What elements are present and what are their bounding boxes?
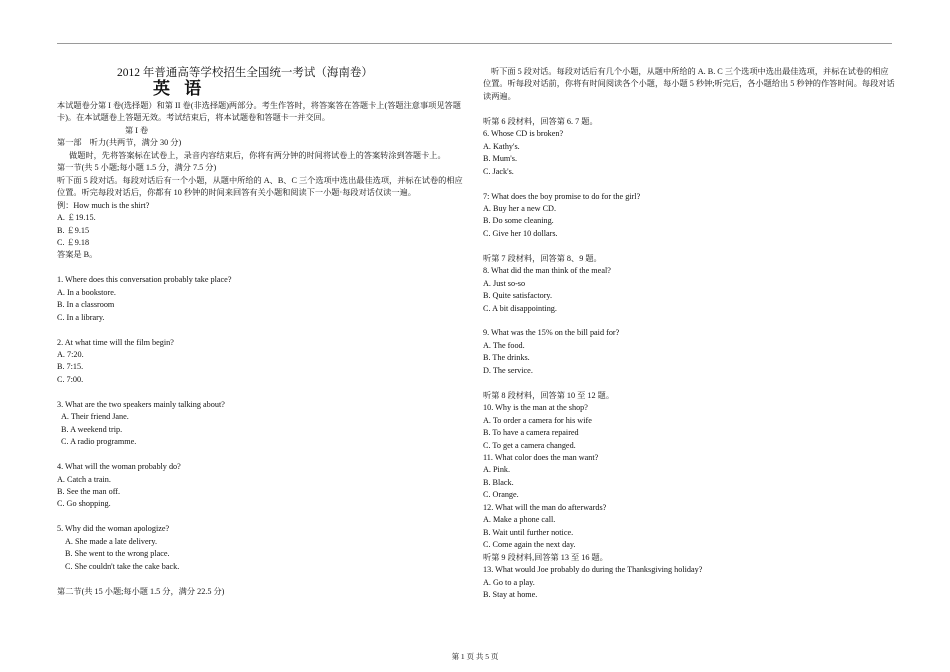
section-2-description: 听下面 5 段对话。每段对话后有几个小题，从题中所给的 A. B. C 三个选项中选出最佳选项，并标在试卷的相应位置。听每段对话前，你将有时间阅读各个小题，每小题 5 秒钟;听完后，各小题给出 5 秒钟的作答时间。每段对话读两遍。 (483, 67, 895, 101)
question-text: 1. Where does this conversation probably take place? (57, 275, 232, 285)
header-rule (57, 43, 892, 44)
exam-line: 听第 9 段材料,回答第 13 至 16 题。 (483, 552, 608, 562)
exam-line: A. Kathy's. (483, 141, 520, 151)
exam-line: C. Orange. (483, 490, 519, 500)
question-text: 2. At what time will the film begin? (57, 337, 174, 347)
section-1-description: 听下面 5 段对话。每段对话后有一个小题，从题中所给的 A、B、C 三个选项中选出最佳选项，并标在试卷的相应位置。听完每段对话后，你都有 10 秒钟的时间来回答有关小题和阅读下一小题·每段对话仅读一遍。 (57, 175, 463, 198)
answer-option: C. 7:00. (57, 374, 84, 384)
exam-line: C. Come again the next day. (483, 540, 576, 550)
exam-line: B. The drinks. (483, 353, 530, 363)
answer-option: A. Catch a train. (57, 474, 111, 484)
exam-line: B. Quite satisfactory. (483, 291, 553, 301)
answer-option: C. Go shopping. (57, 499, 111, 509)
section-2-heading: 第二节(共 15 小题;每小题 1.5 分，满分 22.5 分) (57, 586, 225, 596)
subject-heading: 英 语 (153, 79, 207, 98)
part-heading: 第一部 听力(共两节，满分 30 分) (57, 138, 182, 148)
exam-line: B. To have a camera repaired (483, 428, 579, 438)
exam-line: 7: What does the boy promise to do for the girl? (483, 191, 641, 201)
exam-line: A. Make a phone call. (483, 515, 556, 525)
exam-line: B. Mum's. (483, 154, 518, 164)
exam-line: B. Wait until further notice. (483, 527, 574, 537)
section-1-heading: 第一节(共 5 小题;每小题 1.5 分，满分 7.5 分) (57, 163, 217, 173)
answer-option: B. She went to the wrong place. (65, 549, 170, 559)
answer-option: C. In a library. (57, 312, 105, 322)
answer-option: A. She made a late delivery. (65, 536, 157, 546)
example-answer: 答案是 B。 (57, 250, 98, 260)
exam-line: C. A bit disappointing. (483, 303, 557, 313)
exam-line: A. Buy her a new CD. (483, 203, 556, 213)
exam-line: A. Go to a play. (483, 577, 535, 587)
exam-line: 12. What will the man do afterwards? (483, 502, 607, 512)
right-column (483, 66, 895, 601)
question-text: 5. Why did the woman apologize? (57, 524, 170, 534)
exam-line: 10. Why is the man at the shop? (483, 403, 588, 413)
example-option: C. ￡9.18 (57, 237, 90, 247)
left-column (57, 66, 467, 598)
exam-line: 听第 7 段材料，回答第 8、9 题。 (483, 253, 602, 263)
exam-line: 9. What was the 15% on the bill paid for? (483, 328, 620, 338)
exam-line: 11. What color does the man want? (483, 452, 599, 462)
example-option: B. ￡9.15 (57, 225, 90, 235)
exam-line: A. Pink. (483, 465, 511, 475)
volume-label: 第 I 卷 (125, 125, 149, 135)
exam-line: C. Give her 10 dollars. (483, 228, 558, 238)
question-list (483, 103, 895, 601)
exam-line: B. Do some cleaning. (483, 216, 554, 226)
answer-option: A. Their friend Jane. (61, 412, 129, 422)
answer-option: C. A radio programme. (61, 437, 137, 447)
exam-line: 8. What did the man think of the meal? (483, 266, 611, 276)
example-question: 例：How much is the shirt? (57, 200, 150, 210)
exam-line: C. Jack's. (483, 166, 514, 176)
question-text: 4. What will the woman probably do? (57, 462, 181, 472)
question-list (57, 262, 467, 573)
answer-option: A. 7:20. (57, 350, 84, 360)
listening-instructions: 做题时，先将答案标在试卷上，录音内容结束后，你将有两分钟的时间将试卷上的答案转涂到答题卡上。 (69, 150, 446, 160)
example-option: A. ￡19.15. (57, 213, 96, 223)
answer-option: B. A weekend trip. (61, 424, 123, 434)
exam-line: A. The food. (483, 340, 525, 350)
answer-option: B. See the man off. (57, 486, 121, 496)
answer-option: A. In a bookstore. (57, 287, 116, 297)
answer-option: B. 7:15. (57, 362, 84, 372)
exam-line: 6. Whose CD is broken? (483, 129, 564, 139)
exam-line: 13. What would Joe probably do during the Thanksgiving holiday? (483, 565, 703, 575)
exam-intro: 本试题卷分第 I 卷(选择题）和第 II 卷(非选择题)两部分。考生作答时，将答案答在答题卡上(答题注意事项见答题卡)。在本试题卷上答题无效。考试结束后，将本试题卷和答题卡一并交回。 (57, 101, 461, 123)
exam-line: D. The service. (483, 365, 533, 375)
page-number: 第 1 页 共 5 页 (451, 652, 499, 661)
exam-line: 听第 8 段材料，回答第 10 至 12 题。 (483, 390, 615, 400)
exam-line: B. Black. (483, 477, 514, 487)
exam-line: C. To get a camera changed. (483, 440, 576, 450)
answer-option: C. She couldn't take the cake back. (65, 561, 180, 571)
answer-option: B. In a classroom (57, 300, 115, 310)
exam-line: 听第 6 段材料，回答第 6. 7 题。 (483, 116, 598, 126)
exam-line: A. Just so-so (483, 278, 526, 288)
exam-title: 2012 年普通高等学校招生全国统一考试（海南卷） (117, 67, 373, 79)
exam-line: A. To order a camera for his wife (483, 415, 592, 425)
exam-line: B. Stay at home. (483, 589, 538, 599)
question-text: 3. What are the two speakers mainly talking about? (57, 399, 225, 409)
